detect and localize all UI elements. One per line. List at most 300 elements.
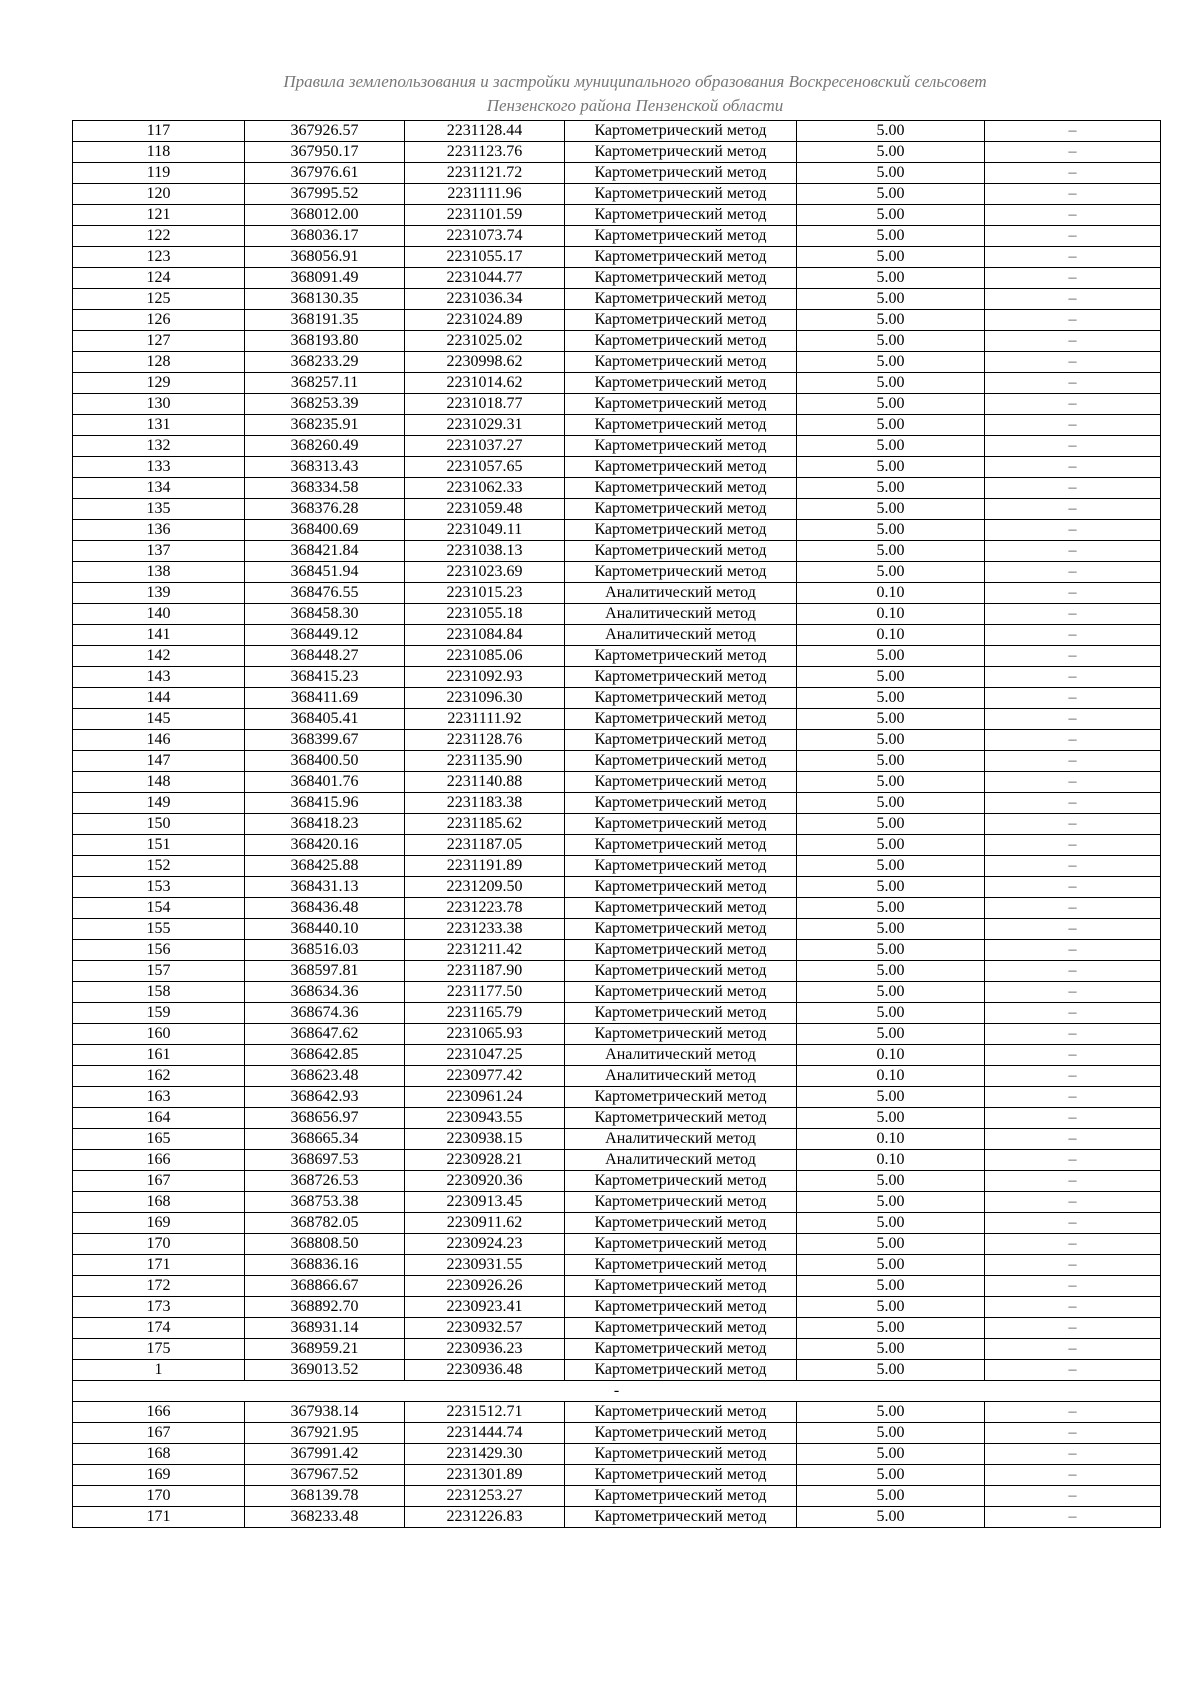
method-cell: Картометрический метод: [565, 142, 797, 163]
table-row: [73, 688, 1161, 709]
table-row: [73, 415, 1161, 436]
method-cell: Картометрический метод: [565, 1444, 797, 1465]
accuracy-cell: 5.00: [797, 730, 985, 751]
table-row: [73, 1024, 1161, 1045]
point-number-cell: 162: [73, 1066, 245, 1087]
x-coordinate-cell: 367926.57: [245, 121, 405, 142]
point-number-cell: 156: [73, 940, 245, 961]
table-row: [73, 1402, 1161, 1423]
method-cell: Аналитический метод: [565, 583, 797, 604]
note-cell: –: [985, 1045, 1161, 1066]
y-coordinate-cell: 2231065.93: [405, 1024, 565, 1045]
note-cell: –: [985, 961, 1161, 982]
method-cell: Картометрический метод: [565, 1339, 797, 1360]
point-number-cell: 165: [73, 1129, 245, 1150]
x-coordinate-cell: 368836.16: [245, 1255, 405, 1276]
accuracy-cell: 5.00: [797, 478, 985, 499]
accuracy-cell: 5.00: [797, 667, 985, 688]
note-cell: –: [985, 1444, 1161, 1465]
accuracy-cell: 5.00: [797, 1213, 985, 1234]
point-number-cell: 136: [73, 520, 245, 541]
x-coordinate-cell: 368012.00: [245, 205, 405, 226]
accuracy-cell: 5.00: [797, 940, 985, 961]
note-cell: –: [985, 1129, 1161, 1150]
point-number-cell: 158: [73, 982, 245, 1003]
accuracy-cell: 5.00: [797, 751, 985, 772]
table-row: [73, 919, 1161, 940]
method-cell: Картометрический метод: [565, 436, 797, 457]
point-number-cell: 161: [73, 1045, 245, 1066]
method-cell: Картометрический метод: [565, 415, 797, 436]
x-coordinate-cell: 368674.36: [245, 1003, 405, 1024]
table-row: [73, 1045, 1161, 1066]
method-cell: Картометрический метод: [565, 121, 797, 142]
note-cell: –: [985, 163, 1161, 184]
accuracy-cell: 5.00: [797, 499, 985, 520]
note-cell: –: [985, 1213, 1161, 1234]
x-coordinate-cell: 368405.41: [245, 709, 405, 730]
method-cell: Картометрический метод: [565, 184, 797, 205]
point-number-cell: 160: [73, 1024, 245, 1045]
accuracy-cell: 5.00: [797, 415, 985, 436]
x-coordinate-cell: 368866.67: [245, 1276, 405, 1297]
method-cell: Картометрический метод: [565, 1486, 797, 1507]
method-cell: Картометрический метод: [565, 646, 797, 667]
x-coordinate-cell: 368260.49: [245, 436, 405, 457]
y-coordinate-cell: 2231029.31: [405, 415, 565, 436]
table-row: [73, 1276, 1161, 1297]
table-row: [73, 1444, 1161, 1465]
note-cell: –: [985, 772, 1161, 793]
note-cell: –: [985, 1423, 1161, 1444]
accuracy-cell: 5.00: [797, 520, 985, 541]
method-cell: Картометрический метод: [565, 1507, 797, 1528]
x-coordinate-cell: 368235.91: [245, 415, 405, 436]
point-number-cell: 148: [73, 772, 245, 793]
point-number-cell: 173: [73, 1297, 245, 1318]
method-cell: Картометрический метод: [565, 919, 797, 940]
accuracy-cell: 5.00: [797, 184, 985, 205]
table-row: [73, 562, 1161, 583]
x-coordinate-cell: 368036.17: [245, 226, 405, 247]
y-coordinate-cell: 2231226.83: [405, 1507, 565, 1528]
accuracy-cell: 5.00: [797, 1507, 985, 1528]
x-coordinate-cell: 368642.93: [245, 1087, 405, 1108]
method-cell: Картометрический метод: [565, 541, 797, 562]
x-coordinate-cell: 368411.69: [245, 688, 405, 709]
method-cell: Картометрический метод: [565, 394, 797, 415]
point-number-cell: 117: [73, 121, 245, 142]
point-number-cell: 142: [73, 646, 245, 667]
x-coordinate-cell: 368436.48: [245, 898, 405, 919]
y-coordinate-cell: 2231015.23: [405, 583, 565, 604]
x-coordinate-cell: 367995.52: [245, 184, 405, 205]
y-coordinate-cell: 2230926.26: [405, 1276, 565, 1297]
accuracy-cell: 5.00: [797, 310, 985, 331]
accuracy-cell: 5.00: [797, 1318, 985, 1339]
y-coordinate-cell: 2231191.89: [405, 856, 565, 877]
x-coordinate-cell: 367921.95: [245, 1423, 405, 1444]
y-coordinate-cell: 2230923.41: [405, 1297, 565, 1318]
accuracy-cell: 0.10: [797, 625, 985, 646]
point-number-cell: 123: [73, 247, 245, 268]
table-row: [73, 1129, 1161, 1150]
point-number-cell: 131: [73, 415, 245, 436]
x-coordinate-cell: 368892.70: [245, 1297, 405, 1318]
table-row: [73, 541, 1161, 562]
method-cell: Картометрический метод: [565, 667, 797, 688]
table-row: [73, 1486, 1161, 1507]
point-number-cell: 168: [73, 1444, 245, 1465]
accuracy-cell: 0.10: [797, 583, 985, 604]
point-number-cell: 166: [73, 1150, 245, 1171]
point-number-cell: 125: [73, 289, 245, 310]
method-cell: Картометрический метод: [565, 1402, 797, 1423]
y-coordinate-cell: 2231014.62: [405, 373, 565, 394]
y-coordinate-cell: 2231128.76: [405, 730, 565, 751]
note-cell: –: [985, 478, 1161, 499]
x-coordinate-cell: 368451.94: [245, 562, 405, 583]
y-coordinate-cell: 2230977.42: [405, 1066, 565, 1087]
y-coordinate-cell: 2231187.90: [405, 961, 565, 982]
note-cell: –: [985, 520, 1161, 541]
y-coordinate-cell: 2230961.24: [405, 1087, 565, 1108]
table-row: [73, 205, 1161, 226]
method-cell: Картометрический метод: [565, 709, 797, 730]
table-row: [73, 646, 1161, 667]
point-number-cell: 146: [73, 730, 245, 751]
method-cell: Картометрический метод: [565, 1108, 797, 1129]
table-row: [73, 1255, 1161, 1276]
point-number-cell: 168: [73, 1192, 245, 1213]
x-coordinate-cell: 368634.36: [245, 982, 405, 1003]
table-row: [73, 730, 1161, 751]
header-line-2: Пензенского района Пензенской области: [486, 96, 784, 115]
method-cell: Картометрический метод: [565, 1423, 797, 1444]
separator-cell: -: [73, 1381, 1161, 1402]
table-row: [73, 289, 1161, 310]
table-row: [73, 1234, 1161, 1255]
y-coordinate-cell: 2231111.92: [405, 709, 565, 730]
method-cell: Картометрический метод: [565, 835, 797, 856]
y-coordinate-cell: 2231049.11: [405, 520, 565, 541]
y-coordinate-cell: 2231223.78: [405, 898, 565, 919]
table-row: [73, 247, 1161, 268]
method-cell: Картометрический метод: [565, 163, 797, 184]
x-coordinate-cell: 368516.03: [245, 940, 405, 961]
point-number-cell: 122: [73, 226, 245, 247]
table-row: [73, 1066, 1161, 1087]
table-row: [73, 1360, 1161, 1381]
accuracy-cell: 5.00: [797, 646, 985, 667]
y-coordinate-cell: 2231135.90: [405, 751, 565, 772]
note-cell: –: [985, 1297, 1161, 1318]
x-coordinate-cell: 368597.81: [245, 961, 405, 982]
y-coordinate-cell: 2231111.96: [405, 184, 565, 205]
method-cell: Картометрический метод: [565, 562, 797, 583]
x-coordinate-cell: 368191.35: [245, 310, 405, 331]
point-number-cell: 171: [73, 1507, 245, 1528]
x-coordinate-cell: 368193.80: [245, 331, 405, 352]
note-cell: –: [985, 835, 1161, 856]
table-row: [73, 520, 1161, 541]
table-row: [73, 1465, 1161, 1486]
point-number-cell: 152: [73, 856, 245, 877]
x-coordinate-cell: 368233.29: [245, 352, 405, 373]
note-cell: –: [985, 1192, 1161, 1213]
method-cell: Картометрический метод: [565, 1318, 797, 1339]
table-row: [73, 835, 1161, 856]
accuracy-cell: 5.00: [797, 226, 985, 247]
note-cell: –: [985, 436, 1161, 457]
table-row: [73, 856, 1161, 877]
note-cell: –: [985, 1486, 1161, 1507]
x-coordinate-cell: 368139.78: [245, 1486, 405, 1507]
note-cell: –: [985, 1003, 1161, 1024]
y-coordinate-cell: 2230998.62: [405, 352, 565, 373]
note-cell: –: [985, 604, 1161, 625]
table-row: [73, 709, 1161, 730]
note-cell: –: [985, 142, 1161, 163]
point-number-cell: 154: [73, 898, 245, 919]
accuracy-cell: 5.00: [797, 856, 985, 877]
accuracy-cell: 5.00: [797, 1024, 985, 1045]
note-cell: –: [985, 1402, 1161, 1423]
accuracy-cell: 5.00: [797, 1486, 985, 1507]
y-coordinate-cell: 2231096.30: [405, 688, 565, 709]
note-cell: –: [985, 373, 1161, 394]
y-coordinate-cell: 2230911.62: [405, 1213, 565, 1234]
method-cell: Картометрический метод: [565, 205, 797, 226]
accuracy-cell: 5.00: [797, 142, 985, 163]
point-number-cell: 151: [73, 835, 245, 856]
y-coordinate-cell: 2231183.38: [405, 793, 565, 814]
method-cell: Аналитический метод: [565, 1066, 797, 1087]
method-cell: Картометрический метод: [565, 877, 797, 898]
table-row: [73, 1423, 1161, 1444]
accuracy-cell: 5.00: [797, 772, 985, 793]
x-coordinate-cell: 368415.23: [245, 667, 405, 688]
x-coordinate-cell: 368257.11: [245, 373, 405, 394]
x-coordinate-cell: 368476.55: [245, 583, 405, 604]
method-cell: Картометрический метод: [565, 1192, 797, 1213]
x-coordinate-cell: 368253.39: [245, 394, 405, 415]
y-coordinate-cell: 2231444.74: [405, 1423, 565, 1444]
point-number-cell: 118: [73, 142, 245, 163]
point-number-cell: 166: [73, 1402, 245, 1423]
y-coordinate-cell: 2230938.15: [405, 1129, 565, 1150]
accuracy-cell: 5.00: [797, 247, 985, 268]
note-cell: –: [985, 709, 1161, 730]
y-coordinate-cell: 2231101.59: [405, 205, 565, 226]
table-row: [73, 772, 1161, 793]
accuracy-cell: 5.00: [797, 121, 985, 142]
x-coordinate-cell: 368056.91: [245, 247, 405, 268]
table-row: [73, 1297, 1161, 1318]
table-row: [73, 814, 1161, 835]
y-coordinate-cell: 2231073.74: [405, 226, 565, 247]
table-row: [73, 1003, 1161, 1024]
x-coordinate-cell: 368425.88: [245, 856, 405, 877]
table-row: [73, 583, 1161, 604]
y-coordinate-cell: 2231253.27: [405, 1486, 565, 1507]
accuracy-cell: 5.00: [797, 1192, 985, 1213]
page-header: [60, 70, 1200, 118]
x-coordinate-cell: 368130.35: [245, 289, 405, 310]
table-row: [73, 268, 1161, 289]
point-number-cell: 133: [73, 457, 245, 478]
separator-row: [73, 1381, 1161, 1402]
point-number-cell: 147: [73, 751, 245, 772]
note-cell: –: [985, 541, 1161, 562]
note-cell: –: [985, 1024, 1161, 1045]
accuracy-cell: 5.00: [797, 1087, 985, 1108]
note-cell: –: [985, 1087, 1161, 1108]
y-coordinate-cell: 2230932.57: [405, 1318, 565, 1339]
method-cell: Картометрический метод: [565, 1234, 797, 1255]
accuracy-cell: 5.00: [797, 1003, 985, 1024]
method-cell: Картометрический метод: [565, 982, 797, 1003]
table-row: [73, 961, 1161, 982]
y-coordinate-cell: 2230924.23: [405, 1234, 565, 1255]
point-number-cell: 175: [73, 1339, 245, 1360]
method-cell: Картометрический метод: [565, 1171, 797, 1192]
x-coordinate-cell: 368091.49: [245, 268, 405, 289]
x-coordinate-cell: 367967.52: [245, 1465, 405, 1486]
table-row: [73, 352, 1161, 373]
x-coordinate-cell: 368313.43: [245, 457, 405, 478]
method-cell: Картометрический метод: [565, 772, 797, 793]
point-number-cell: 163: [73, 1087, 245, 1108]
x-coordinate-cell: 368421.84: [245, 541, 405, 562]
y-coordinate-cell: 2230931.55: [405, 1255, 565, 1276]
accuracy-cell: 0.10: [797, 1045, 985, 1066]
note-cell: –: [985, 394, 1161, 415]
x-coordinate-cell: 368400.69: [245, 520, 405, 541]
table-row: [73, 1192, 1161, 1213]
note-cell: –: [985, 667, 1161, 688]
point-number-cell: 150: [73, 814, 245, 835]
table-row: [73, 184, 1161, 205]
method-cell: Картометрический метод: [565, 898, 797, 919]
point-number-cell: 127: [73, 331, 245, 352]
y-coordinate-cell: 2230920.36: [405, 1171, 565, 1192]
accuracy-cell: 5.00: [797, 268, 985, 289]
x-coordinate-cell: 368400.50: [245, 751, 405, 772]
x-coordinate-cell: 368376.28: [245, 499, 405, 520]
table-row: [73, 982, 1161, 1003]
note-cell: –: [985, 562, 1161, 583]
note-cell: –: [985, 1339, 1161, 1360]
y-coordinate-cell: 2231211.42: [405, 940, 565, 961]
note-cell: –: [985, 1276, 1161, 1297]
table-row: [73, 1339, 1161, 1360]
method-cell: Картометрический метод: [565, 310, 797, 331]
accuracy-cell: 0.10: [797, 1150, 985, 1171]
accuracy-cell: 5.00: [797, 1297, 985, 1318]
y-coordinate-cell: 2230913.45: [405, 1192, 565, 1213]
note-cell: –: [985, 352, 1161, 373]
table-row: [73, 394, 1161, 415]
table-row: [73, 1213, 1161, 1234]
x-coordinate-cell: 368931.14: [245, 1318, 405, 1339]
point-number-cell: 128: [73, 352, 245, 373]
method-cell: Картометрический метод: [565, 289, 797, 310]
note-cell: –: [985, 331, 1161, 352]
accuracy-cell: 5.00: [797, 898, 985, 919]
point-number-cell: 169: [73, 1213, 245, 1234]
y-coordinate-cell: 2231025.02: [405, 331, 565, 352]
method-cell: Картометрический метод: [565, 940, 797, 961]
point-number-cell: 139: [73, 583, 245, 604]
note-cell: –: [985, 289, 1161, 310]
accuracy-cell: 5.00: [797, 1234, 985, 1255]
y-coordinate-cell: 2230943.55: [405, 1108, 565, 1129]
x-coordinate-cell: 368665.34: [245, 1129, 405, 1150]
accuracy-cell: 5.00: [797, 709, 985, 730]
table-row: [73, 373, 1161, 394]
accuracy-cell: 5.00: [797, 457, 985, 478]
coordinates-table-body: [73, 121, 1161, 1528]
accuracy-cell: 5.00: [797, 1108, 985, 1129]
note-cell: –: [985, 856, 1161, 877]
method-cell: Картометрический метод: [565, 1465, 797, 1486]
note-cell: –: [985, 1234, 1161, 1255]
y-coordinate-cell: 2231128.44: [405, 121, 565, 142]
note-cell: –: [985, 688, 1161, 709]
y-coordinate-cell: 2231123.76: [405, 142, 565, 163]
point-number-cell: 153: [73, 877, 245, 898]
x-coordinate-cell: 368334.58: [245, 478, 405, 499]
x-coordinate-cell: 368233.48: [245, 1507, 405, 1528]
accuracy-cell: 5.00: [797, 1402, 985, 1423]
note-cell: –: [985, 919, 1161, 940]
method-cell: Картометрический метод: [565, 247, 797, 268]
x-coordinate-cell: 368420.16: [245, 835, 405, 856]
point-number-cell: 159: [73, 1003, 245, 1024]
table-row: [73, 898, 1161, 919]
table-row: [73, 604, 1161, 625]
note-cell: –: [985, 1150, 1161, 1171]
method-cell: Картометрический метод: [565, 961, 797, 982]
x-coordinate-cell: 368418.23: [245, 814, 405, 835]
method-cell: Картометрический метод: [565, 520, 797, 541]
table-row: [73, 436, 1161, 457]
y-coordinate-cell: 2231036.34: [405, 289, 565, 310]
method-cell: Картометрический метод: [565, 1297, 797, 1318]
note-cell: –: [985, 814, 1161, 835]
point-number-cell: 130: [73, 394, 245, 415]
accuracy-cell: 0.10: [797, 604, 985, 625]
table-row: [73, 478, 1161, 499]
x-coordinate-cell: 368399.67: [245, 730, 405, 751]
point-number-cell: 172: [73, 1276, 245, 1297]
note-cell: –: [985, 457, 1161, 478]
method-cell: Картометрический метод: [565, 1360, 797, 1381]
x-coordinate-cell: 368656.97: [245, 1108, 405, 1129]
x-coordinate-cell: 368647.62: [245, 1024, 405, 1045]
note-cell: –: [985, 121, 1161, 142]
note-cell: –: [985, 751, 1161, 772]
y-coordinate-cell: 2231038.13: [405, 541, 565, 562]
y-coordinate-cell: 2231301.89: [405, 1465, 565, 1486]
note-cell: –: [985, 1108, 1161, 1129]
method-cell: Аналитический метод: [565, 625, 797, 646]
point-number-cell: 1: [73, 1360, 245, 1381]
note-cell: –: [985, 625, 1161, 646]
point-number-cell: 169: [73, 1465, 245, 1486]
point-number-cell: 144: [73, 688, 245, 709]
